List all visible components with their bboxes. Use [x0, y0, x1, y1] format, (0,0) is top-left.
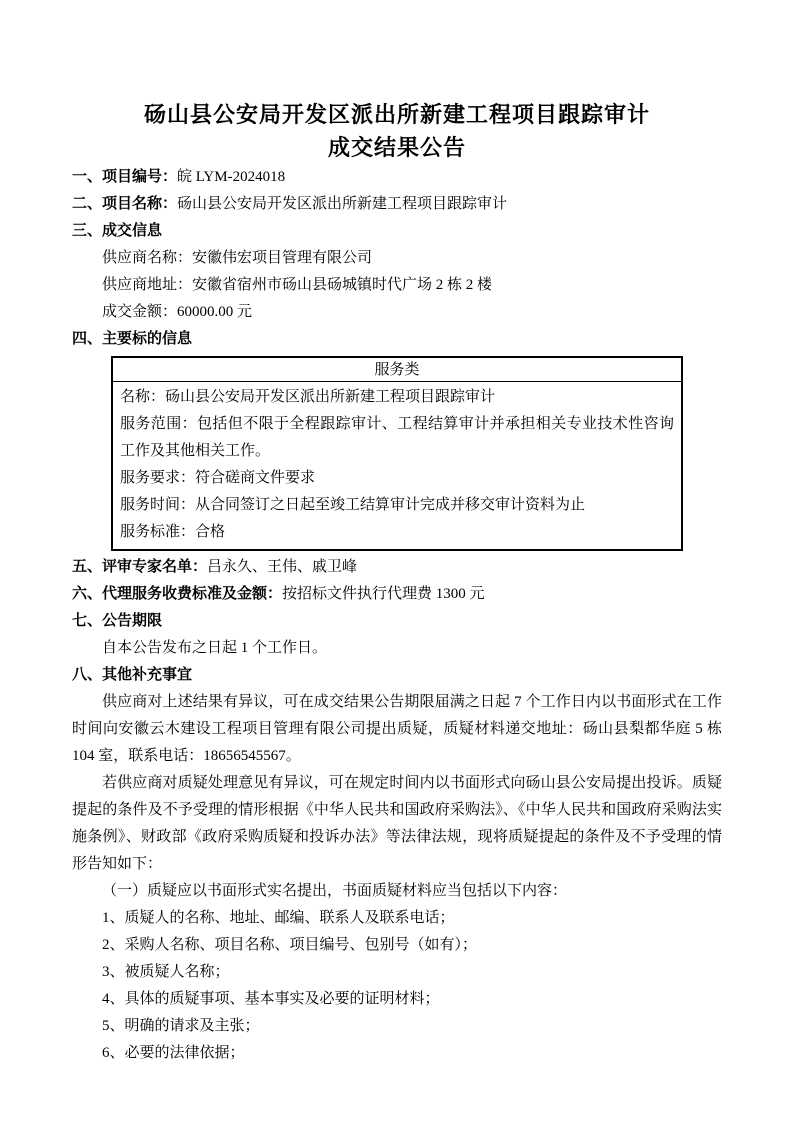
project-number-value: 皖 LYM-2024018 [177, 169, 286, 185]
agency-fee-value: 按招标文件执行代理费 1300 元 [282, 586, 485, 602]
document-title-line1: 砀山县公安局开发区派出所新建工程项目跟踪审计 [143, 102, 650, 127]
table-row: 名称：砀山县公安局开发区派出所新建工程项目跟踪审计 [120, 389, 496, 405]
table-row: 服务要求：符合磋商文件要求 [120, 470, 316, 486]
table-row: 服务时间：从合同签订之日起至竣工结算审计完成并移交审计资料为止 [120, 497, 586, 513]
service-info-table [111, 356, 683, 551]
section-project-name [72, 191, 722, 218]
project-name-value: 砀山县公安局开发区派出所新建工程项目跟踪审计 [177, 196, 508, 212]
table-row: 服务范围：包括但不限于全程跟踪审计、工程结算审计并承担相关专业技术性咨询工作及其他相关工作。 [120, 416, 674, 459]
section-deal-info-heading: 三、成交信息 [72, 223, 163, 239]
document-title-line2: 成交结果公告 [327, 135, 466, 160]
query-item: 5、明确的请求及主张； [102, 1018, 260, 1034]
project-name-label: 二、项目名称： [72, 196, 178, 212]
query-item: 2、采购人名称、项目名称、项目编号、包别号（如有）； [102, 937, 478, 953]
section-subject-info-heading: 四、主要标的信息 [72, 331, 193, 347]
section-experts [72, 554, 722, 581]
other-paragraph-2: 若供应商对质疑处理意见有异议，可在规定时间内以书面形式向砀山县公安局提出投诉。质疑提起的条件及不予受理的情形根据《中华人民共和国政府采购法》、《中华人民共和国政府采购法实施条例》、财政部《政府采购质疑和投诉办法》等法律法规，现将质疑提起的条件及不予受理的情形告知如下： [72, 775, 722, 872]
experts-label: 五、评审专家名单： [72, 559, 208, 575]
section-agency-fee [72, 581, 722, 608]
experts-value: 吕永久、王伟、戚卫峰 [207, 559, 358, 575]
query-item: 4、具体的质疑事项、基本事实及必要的证明材料； [102, 991, 440, 1007]
agency-fee-label: 六、代理服务收费标准及金额： [72, 586, 283, 602]
deal-amount-line: 成交金额：60000.00 元 [102, 304, 253, 320]
period-body-line: 自本公告发布之日起 1 个工作日。 [102, 640, 328, 656]
table-body-cell [113, 382, 681, 549]
query-item: 3、被质疑人名称； [102, 964, 230, 980]
table-row: 服务标准：合格 [120, 524, 226, 540]
other-paragraph-1: 供应商对上述结果有异议，可在成交结果公告期限届满之日起 7 个工作日内以书面形式在工作时间向安徽云木建设工程项目管理有限公司提出质疑，质疑材料递交地址：砀山县梨都华庭 5 栋 104 室，联系电话：18656545567。 [72, 694, 722, 764]
query-item: 6、必要的法律依据； [102, 1045, 245, 1061]
supplier-address-line: 供应商地址：安徽省宿州市砀山县砀城镇时代广场 2 栋 2 楼 [102, 277, 493, 293]
section-other-heading: 八、其他补充事宜 [72, 667, 193, 683]
project-number-label: 一、项目编号： [72, 169, 178, 185]
section-project-number [72, 164, 722, 191]
supplier-name-line: 供应商名称：安徽伟宏项目管理有限公司 [102, 250, 373, 266]
other-paragraph-3: （一）质疑应以书面形式实名提出，书面质疑材料应当包括以下内容： [102, 883, 568, 899]
table-header-cell: 服务类 [113, 358, 681, 382]
query-item: 1、质疑人的名称、地址、邮编、联系人及联系电话； [102, 910, 455, 926]
section-period-heading: 七、公告期限 [72, 613, 163, 629]
